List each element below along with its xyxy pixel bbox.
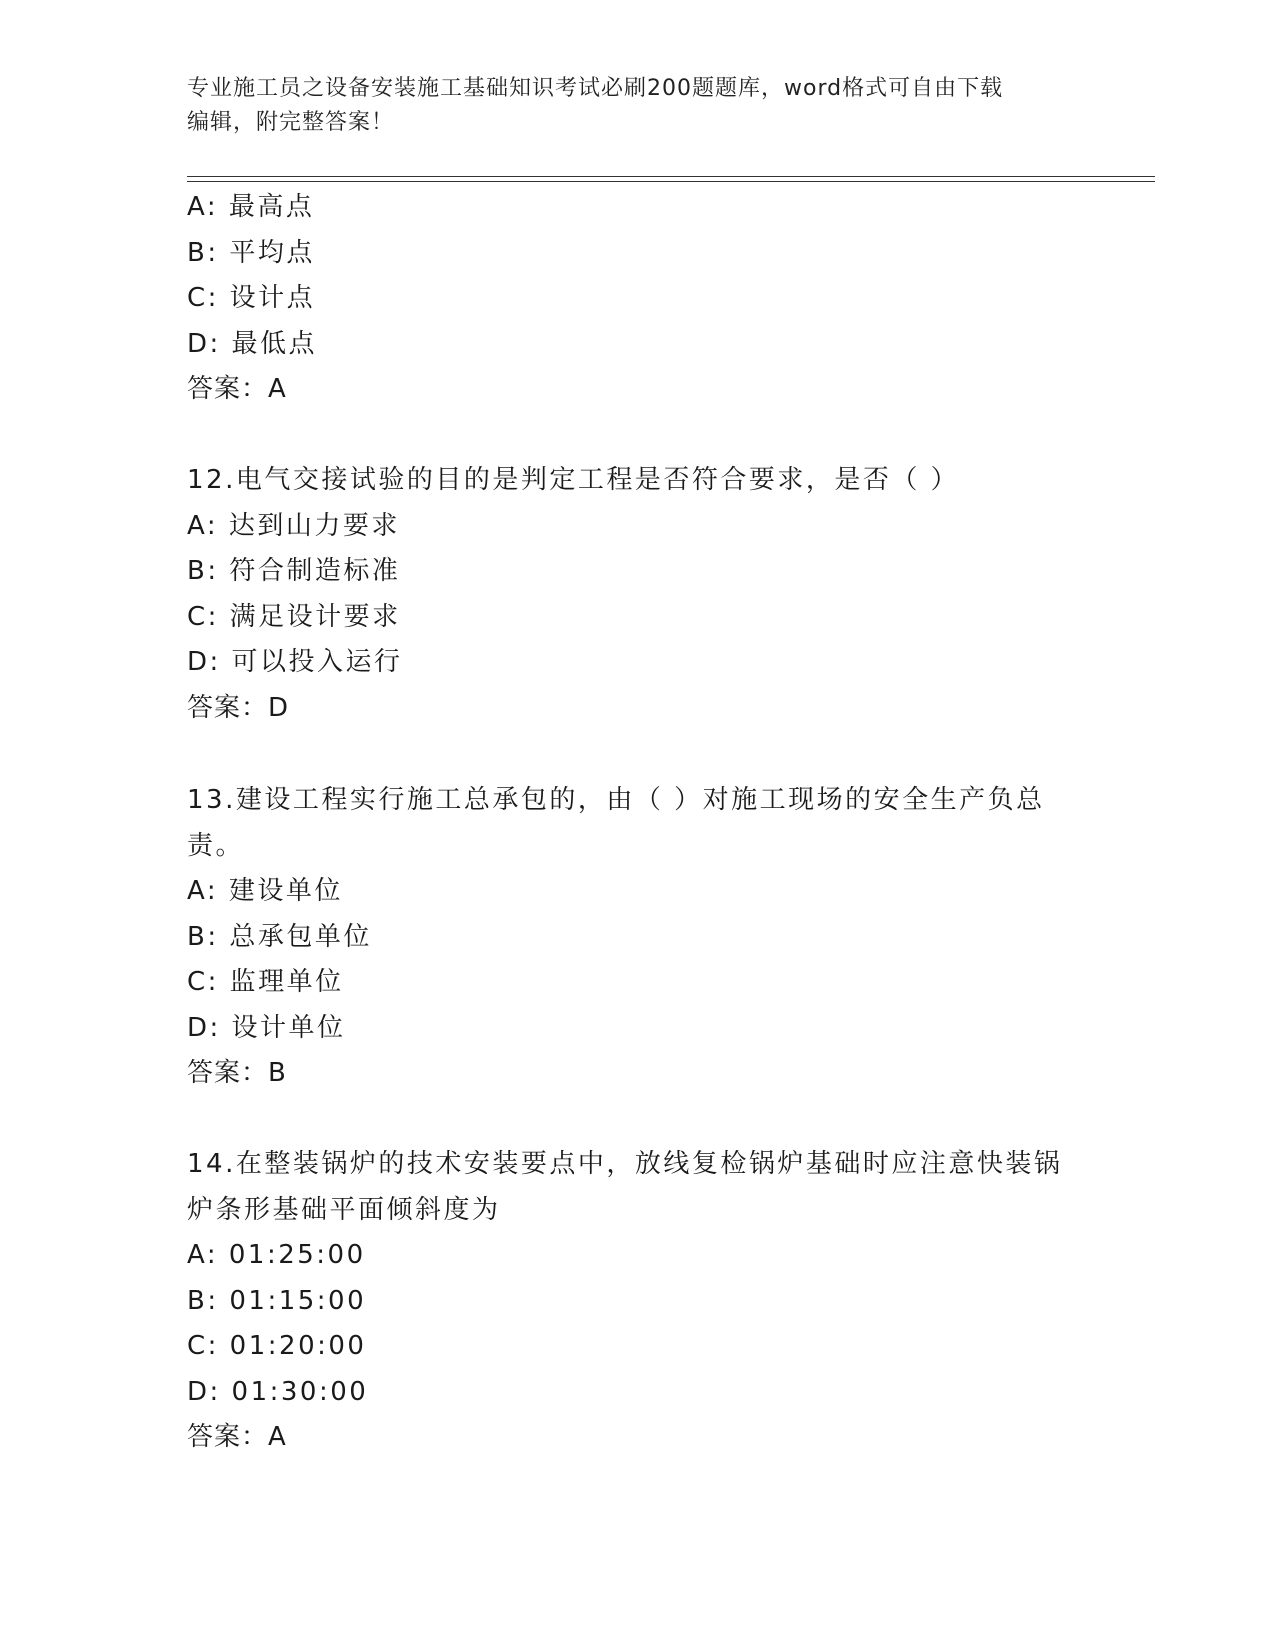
q13-answer: 答案：B: [187, 1058, 287, 1088]
q12-stem: 12.电气交接试验的目的是判定工程是否符合要求，是否（ ）: [187, 465, 960, 495]
q14-option-d: D: 01:30:00: [187, 1376, 369, 1407]
q13-stem-line-2: 责。: [187, 830, 245, 861]
q11-answer: 答案：A: [187, 374, 287, 404]
q14-stem-line-2: 炉条形基础平面倾斜度为: [187, 1194, 501, 1225]
document-header: [187, 72, 1087, 140]
q11-option-d: D: 最低点: [187, 328, 318, 359]
question-11: [187, 185, 1107, 413]
q14-option-a: A: 01:25:00: [187, 1240, 366, 1270]
q13-option-b: B: 总承包单位: [187, 921, 372, 952]
q14-answer: 答案：A: [187, 1422, 287, 1452]
q12-option-b: B: 符合制造标准: [187, 556, 401, 586]
q13-option-a: A: 建设单位: [187, 876, 343, 906]
header-line-2: 编辑，附完整答案！: [187, 110, 395, 135]
q11-option-a: A: 最高点: [187, 192, 315, 222]
q14-option-c: C: 01:20:00: [187, 1331, 367, 1361]
q13-option-d: D: 设计单位: [187, 1012, 346, 1043]
q13-option-c: C: 监理单位: [187, 967, 344, 997]
q11-option-b: B: 平均点: [187, 237, 315, 268]
header-divider-bottom: [187, 181, 1155, 182]
q12-option-d: D: 可以投入运行: [187, 647, 403, 677]
q13-stem-line-1: 13.建设工程实行施工总承包的，由（ ）对施工现场的安全生产负总: [187, 785, 1045, 815]
q12-option-a: A: 达到山力要求: [187, 510, 400, 541]
q14-stem-line-1: 14.在整装锅炉的技术安装要点中，放线复检锅炉基础时应注意快装锅: [187, 1149, 1063, 1179]
q11-option-c: C: 设计点: [187, 283, 316, 313]
question-12: [187, 458, 1107, 731]
q14-option-b: B: 01:15:00: [187, 1285, 367, 1316]
question-13: [187, 778, 1107, 1097]
header-divider-top: [187, 176, 1155, 177]
q12-answer: 答案：D: [187, 692, 290, 723]
header-line-1: 专业施工员之设备安装施工基础知识考试必刷200题题库，word格式可自由下载: [187, 76, 1004, 101]
q12-option-c: C: 满足设计要求: [187, 601, 401, 632]
question-14: [187, 1142, 1107, 1461]
